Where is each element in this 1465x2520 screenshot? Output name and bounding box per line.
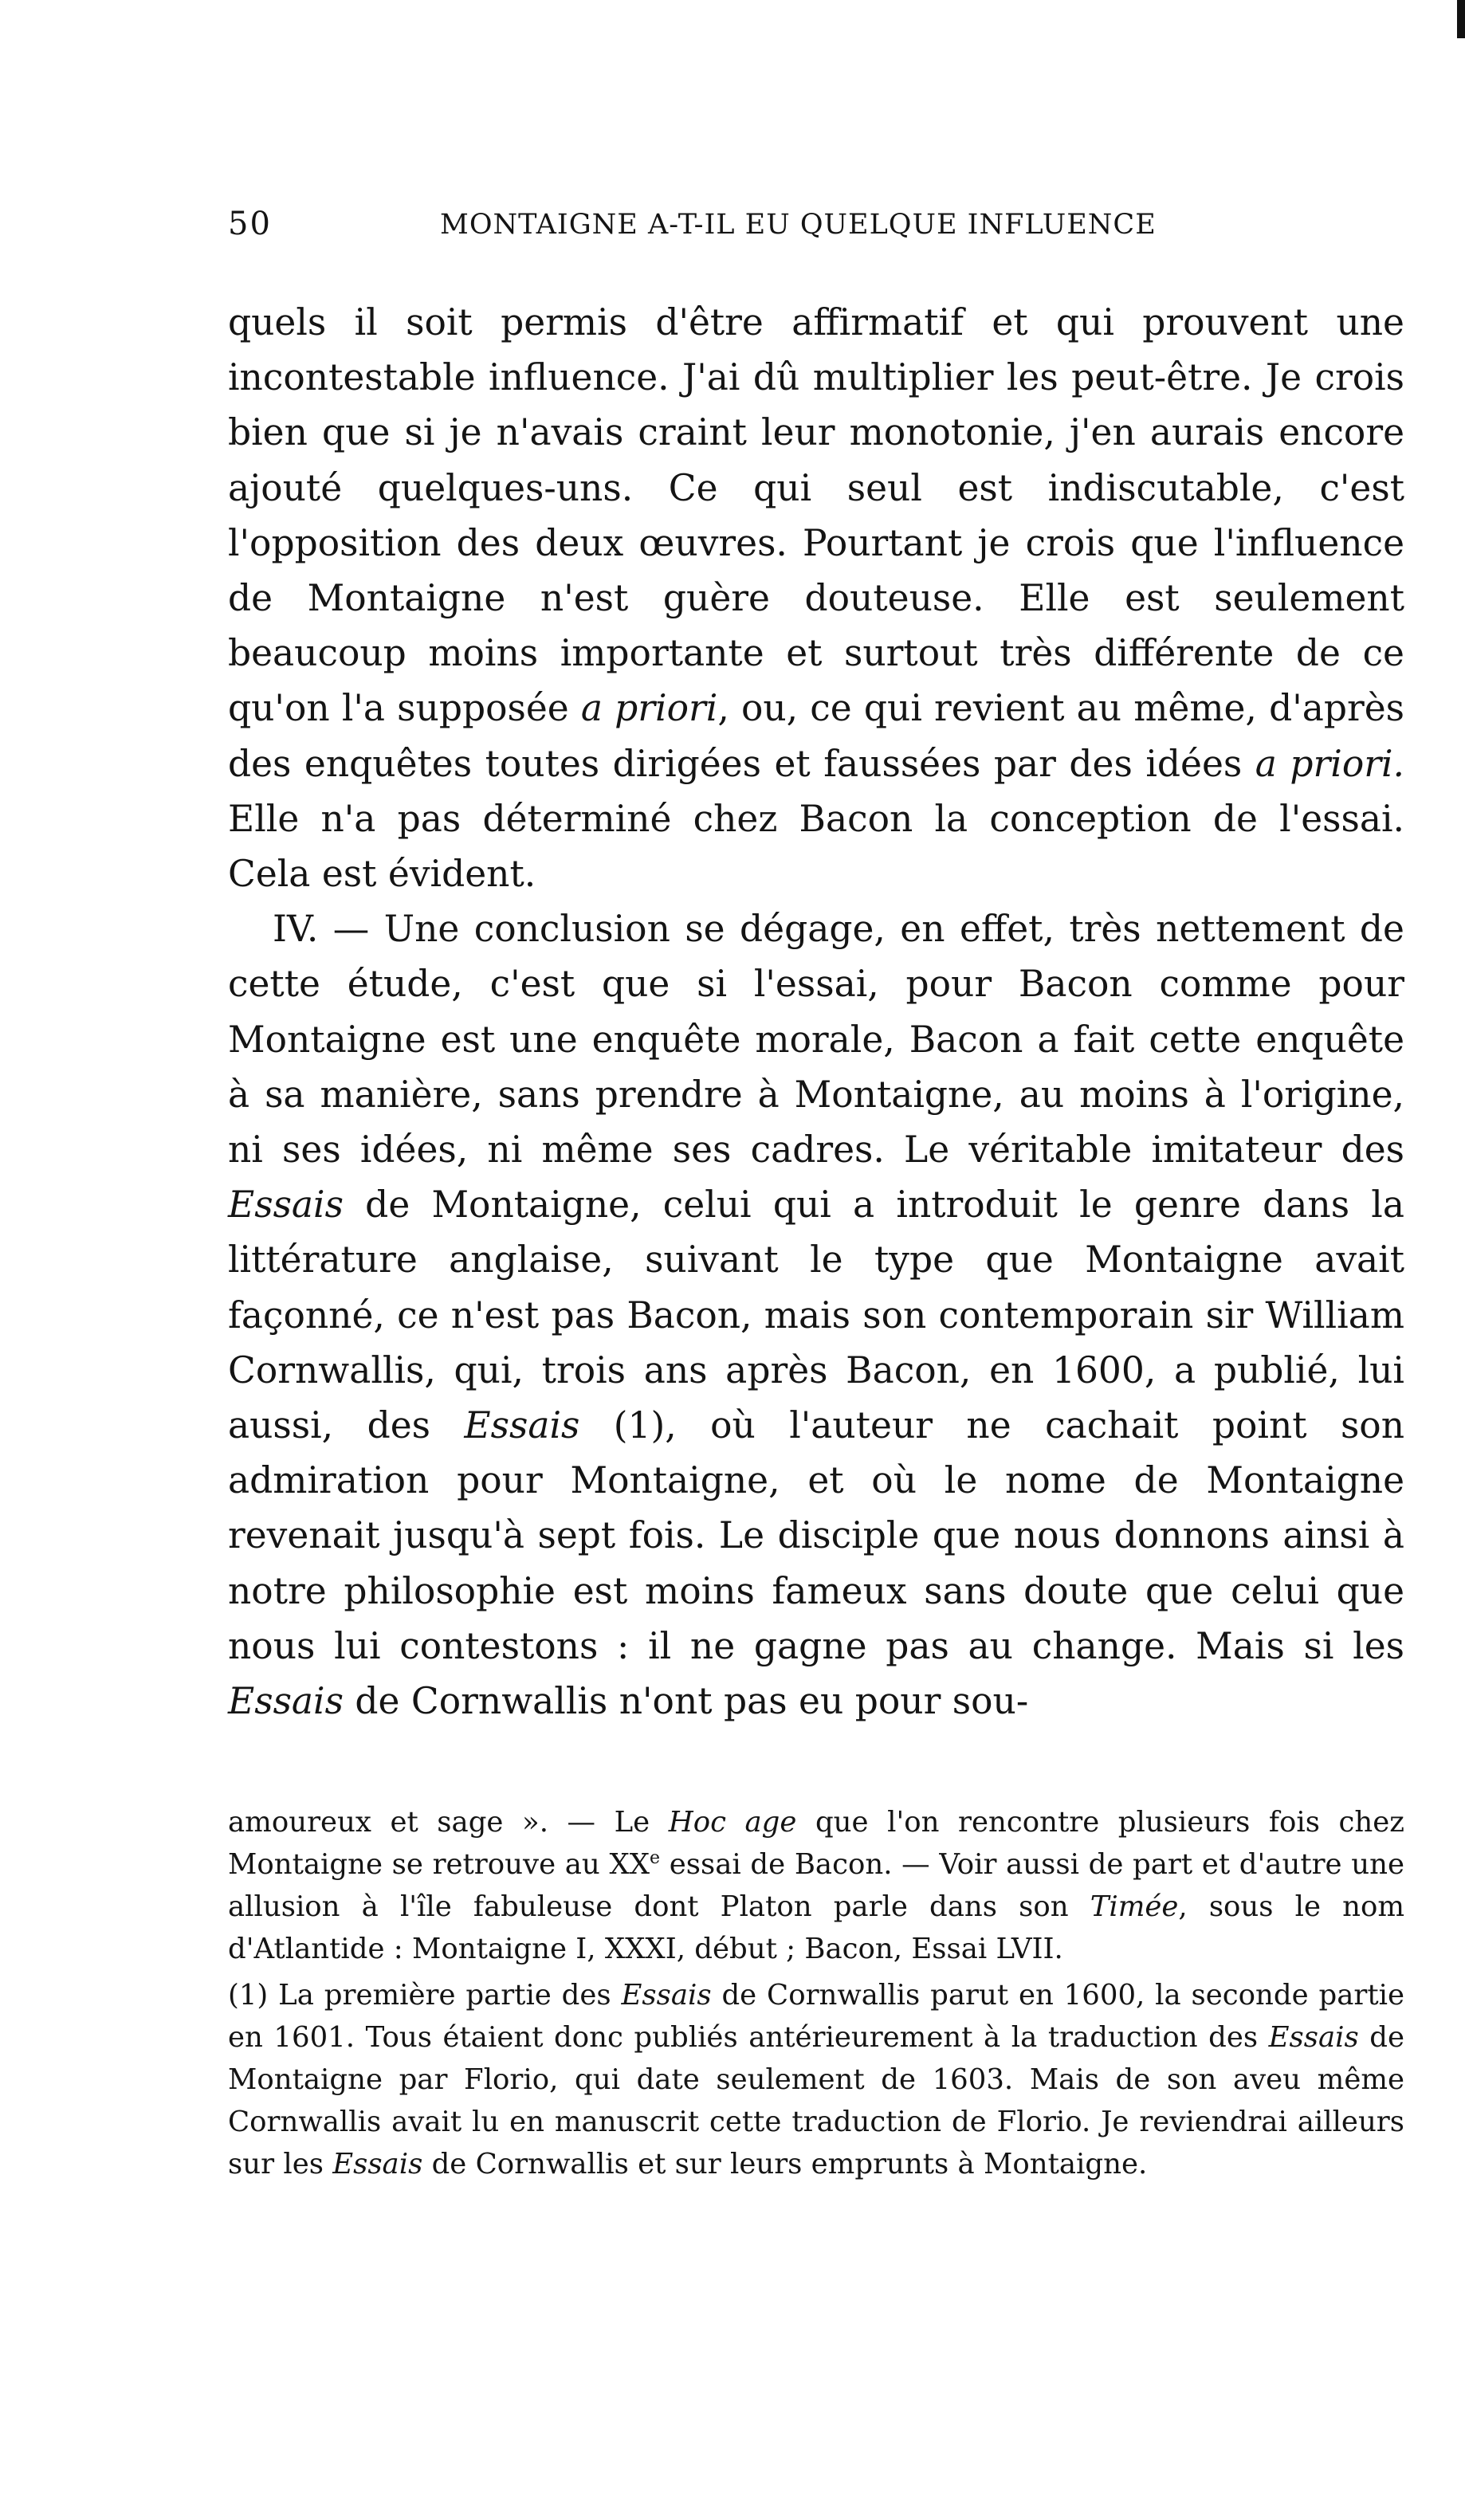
italic-title: Essais [464,1404,580,1447]
main-text [228,295,1404,1729]
text-run: IV. — Une conclusion se dégage, en effet, très nettement de cette étude, c'est que si l'essai, pour Bacon comme pour Montaigne est une enquête morale, Bacon a fait cette enquête à sa manière, sans prendre à Montaigne, au moins à l'origine, ni ses idées, ni même ses cadres. Le véritable imitateur des [228,908,1404,1172]
italic-title: Essais [621,1979,712,2012]
text-run: , sous le nom d'Atlantide : Montaigne I, XXXI, début ; Bacon, Essai LVII. [228,1890,1404,1965]
text-run: essai de Bacon. — Voir aussi de part et d'autre une allusion à l'île fabuleuse dont Platon parle dans son [228,1848,1404,1923]
book-page [228,206,1404,2190]
text-run: Elle n'a pas déterminé chez Bacon la conception de l'essai. Cela est évident. [228,797,1404,896]
text-run: que l'on rencontre plusieurs fois chez Montaigne se retrouve au XX [228,1806,1404,1882]
footnote-1 [228,1975,1404,2185]
footnote-continuation [228,1802,1404,1970]
paragraph-1 [228,295,1404,901]
paragraph-2 [228,901,1404,1729]
text-run: (1), où l'auteur ne cachait point son admiration pour Montaigne, et où le nome de Montaigne revenait jusqu'à sept fois. Le disciple que nous donnons ainsi à notre philosophie est moins fameux sans doute que celui que nous lui contestons : il ne gagne pas au change. Mais si les [228,1404,1404,1667]
text-run: de Montaigne, celui qui a introduit le genre dans la littérature anglaise, suivant le type que Montaigne avait façonné, ce n'est pas Bacon, mais son contemporain sir William Cornwallis, qui, trois ans après Bacon, en 1600, a publié, lui aussi, des [228,1183,1404,1447]
text-run: de Montaigne par Florio, qui date seulement de 1603. Mais de son aveu même Cornwallis avait lu en manuscrit cette traduction de Florio. Je reviendrai ailleurs sur les [228,2021,1404,2180]
text-run: quels il soit permis d'être affirmatif et qui prouvent une incontestable influence. J'ai dû multiplier les peut-être. Je crois bien que si je n'avais craint leur monotonie, j'en aurais encore ajouté quelques-uns. Ce qui seul est indiscutable, c'est l'opposition des deux œuvres. Pourtant je crois que l'influence de Montaigne n'est guère douteuse. Elle est seulement beaucoup moins importante et surtout très différente de ce qu'on l'a supposée [228,301,1404,730]
text-run: (1) La première partie des [228,1979,622,2012]
italic-phrase: Hoc age [668,1806,797,1839]
italic-title: Essais [228,1680,344,1723]
italic-phrase: a priori. [1255,742,1404,785]
page-number: 50 [228,206,272,242]
italic-title: Essais [228,1183,344,1227]
page-edge-mark [1457,0,1465,38]
running-head [228,206,1404,253]
footnotes [228,1802,1404,2185]
superscript: e [650,1848,661,1869]
italic-title: Essais [1268,2021,1359,2055]
text-run: de Cornwallis n'ont pas eu pour sou- [343,1680,1029,1723]
text-run: de Cornwallis et sur leurs emprunts à Montaigne. [422,2147,1148,2180]
italic-phrase: a priori [580,687,718,730]
text-run: de Cornwallis parut en 1600, la seconde partie en 1601. Tous étaient donc publiés antérieurement à la traduction des [228,1979,1404,2055]
text-run: , ou, ce qui revient au même, d'après des enquêtes toutes dirigées et faussées par des idées [228,687,1404,785]
text-run: amoureux et sage ». — Le [228,1806,669,1839]
italic-title: Timée [1090,1890,1179,1923]
running-title: MONTAIGNE A-T-IL EU QUELQUE INFLUENCE [440,209,1157,241]
italic-title: Essais [332,2147,423,2180]
